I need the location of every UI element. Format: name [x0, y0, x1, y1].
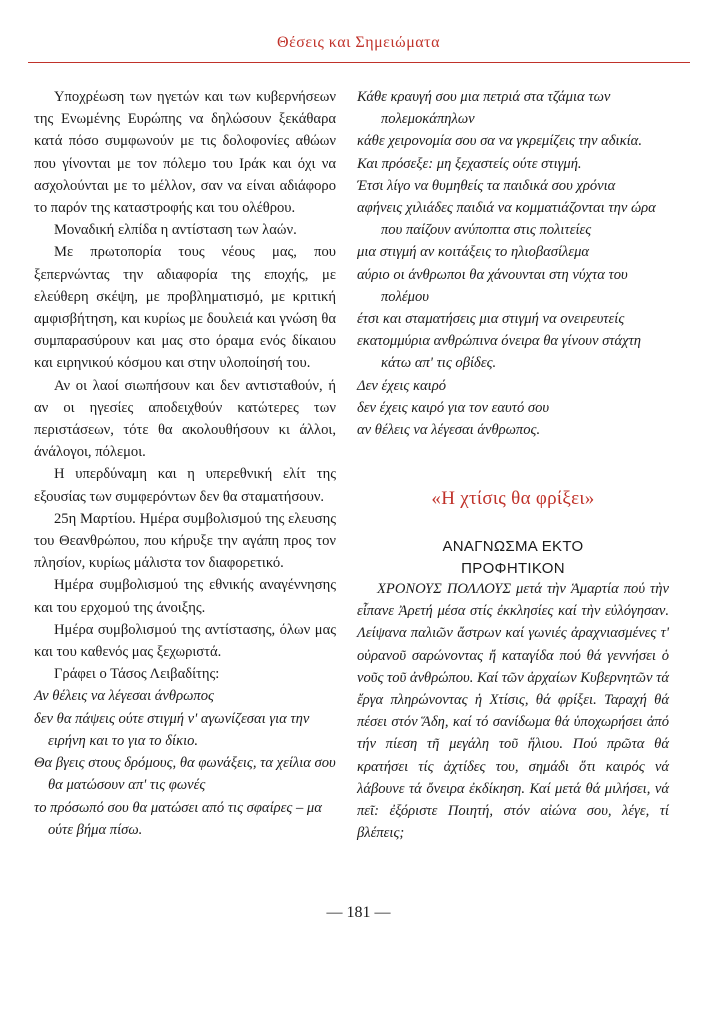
poem-line: κάθε χειρονομία σου σα να γκρεμίζεις την αδικία.	[357, 133, 642, 150]
paragraph: Με πρωτοπορία τους νέους μας, που ξεπερνώντας την αδιαφορία της εποχής, με ελεύθερη σκέψη, με προβληματισμό, με κριτική αμφισβήτηση, και κυρίως με δουλειά και γνώση θα συμπαρασύρουν και μας στο όραμα ενός δίκαιου και ειρηνικού κόσμου και στην υλοποίησή του.	[34, 244, 336, 372]
section-subtitle	[357, 536, 669, 580]
poem-attribution: Γράφει ο Τάσος Λειβαδίτης:	[54, 666, 220, 683]
right-column	[357, 86, 669, 441]
subtitle-line: ΑΝΑΓΝΩΣΜΑ ΕΚΤΟ	[442, 538, 584, 555]
poem-line: αύριο οι άνθρωποι θα χάνουνται στη νύχτα του πολέμου	[357, 266, 628, 305]
left-column	[34, 86, 336, 841]
paragraph: Μοναδική ελπίδα η αντίσταση των λαών.	[54, 222, 297, 239]
poem-line: Και πρόσεξε: μη ξεχαστείς ούτε στιγμή.	[357, 155, 582, 172]
poem-line: αν θέλεις να λέγεσαι άνθρωπος.	[357, 422, 541, 439]
poem-line: Έτσι λίγο να θυμηθείς τα παιδικά σου χρόνια	[357, 177, 616, 194]
paragraph: Ημέρα συμβολισμού της εθνικής αναγέννησης και του ερχομού της άνοιξης.	[34, 577, 336, 616]
section-title: «Η χτίσις θα φρίξει»	[431, 488, 595, 509]
paragraph: Ημέρα συμβολισμού της αντίστασης, όλων μας και του καθενός μας ξεχωριστά.	[34, 621, 336, 661]
poem-line: δεν έχεις καιρό για τον εαυτό σου	[357, 399, 550, 416]
poem-line: έτσι και σταματήσεις μια στιγμή να ονειρευτείς	[357, 311, 625, 328]
paragraph: Η υπερδύναμη και η υπερεθνική ελίτ της εξουσίας των συμφερόντων δεν θα σταματήσουν.	[34, 466, 336, 505]
paragraph: Αν οι λαοί σιωπήσουν και δεν αντισταθούν, ή αν οι ηγεσίες αποδειχθούν κατώτερες των περιστάσεων, τότε θα ακολουθήσουν κι άλλοι, άνάλογοι, πόλεμοι.	[34, 377, 336, 461]
header-rule	[28, 62, 690, 63]
page-number: — 181 —	[326, 904, 391, 921]
poem-line: Αν θέλεις να λέγεσαι άνθρωπος	[34, 688, 214, 705]
poem-line: το πρόσωπό σου θα ματώσει από τις σφαίρες – μα ούτε βήμα πίσω.	[34, 799, 322, 838]
poem-line: αφήνεις χιλιάδες παιδιά να κομματιάζονται την ώρα που παίζουν ανύποπτα στις πολιτείες	[357, 200, 656, 239]
subtitle-line: ΠΡΟΦΗΤΙΚΟΝ	[461, 560, 565, 577]
paragraph: Υποχρέωση των ηγετών και των κυβερνήσεων της Ενωμένης Ευρώπης να δηλώσουν ξεκάθαρα κατά πόσο συμφωνούν με τις δολοφονίες αθώων που γίνονται με τον πόλεμο του Ιράκ και όχι να ασχολούνται με το μέλλον, σαν να είναι αδιάφορο το παρόν της καταστροφής και του ολέθρου.	[34, 89, 336, 217]
poem-line: Θα βγεις στους δρόμους, θα φωνάξεις, τα χείλια σου θα ματώσουν απ' τις φωνές	[34, 755, 336, 794]
paragraph: 25η Μαρτίου. Ημέρα συμβολισμού της ελευσης του Θεανθρώπου, που κήρυξε την αγάπη προς τον πλησίον, κυρίως μάλιστα τον διαφορετικό.	[34, 510, 336, 572]
poem-line: Κάθε κραυγή σου μια πετριά στα τζάμια των πολεμοκάπηλων	[357, 89, 611, 128]
prophetic-reading-text: ΧΡΟΝΟΥΣ ΠΟΛΛΟΥΣ μετά τὴν Ἁμαρτία πού τὴν εἶπανε Ἀρετή μέσα στίς ἐκκλησίες καί τὴν εὐλόγησαν. Λείψανα παλιῶν ἄστρων καί γωνιές ἀραχνιασμένες τ' οὐρανοῦ σαρώνοντας ἤ καταγίδα πού θά γεννήσει ὁ νοῦς τοῦ ἀνθρώπου. Καί τῶν ἀρχαίων Κυβερνητῶν τά ἔργα πληρώνοντας ἡ Χτίσις, θά φρίξει. Ταραχή θά πέσει στόν Ἅδη, καί τό σανίδωμα θά ὑποχωρήσει ἀπό τήν πίεση τῆ μεγάλη τοῦ ἥλιου. Πού πρῶτα θά κρατήσει τίς ἀχτίδες του, σημάδι ὅτι καιρός νά λάβουνε τά ὄνειρα ἐκδίκηση. Καί μετά θά μιλήσει, νά πεῖ: ἐξόριστε Ποιητή, στόν αἰώνα σου, λέγε, τί βλέπεις;	[357, 581, 669, 842]
running-title: Θέσεις και Σημειώματα	[277, 34, 440, 51]
poem-line: δεν θα πάψεις ούτε στιγμή ν' αγωνίζεσαι για την ειρήνη και το για το δίκιο.	[34, 710, 310, 749]
poem-line: μια στιγμή αν κοιτάξεις το ηλιοβασίλεμα	[357, 244, 590, 261]
poem-line: Δεν έχεις καιρό	[357, 377, 447, 394]
poem-line: εκατομμύρια ανθρώπινα όνειρα θα γίνουν στάχτη κάτω απ' τις οβίδες.	[357, 333, 642, 372]
